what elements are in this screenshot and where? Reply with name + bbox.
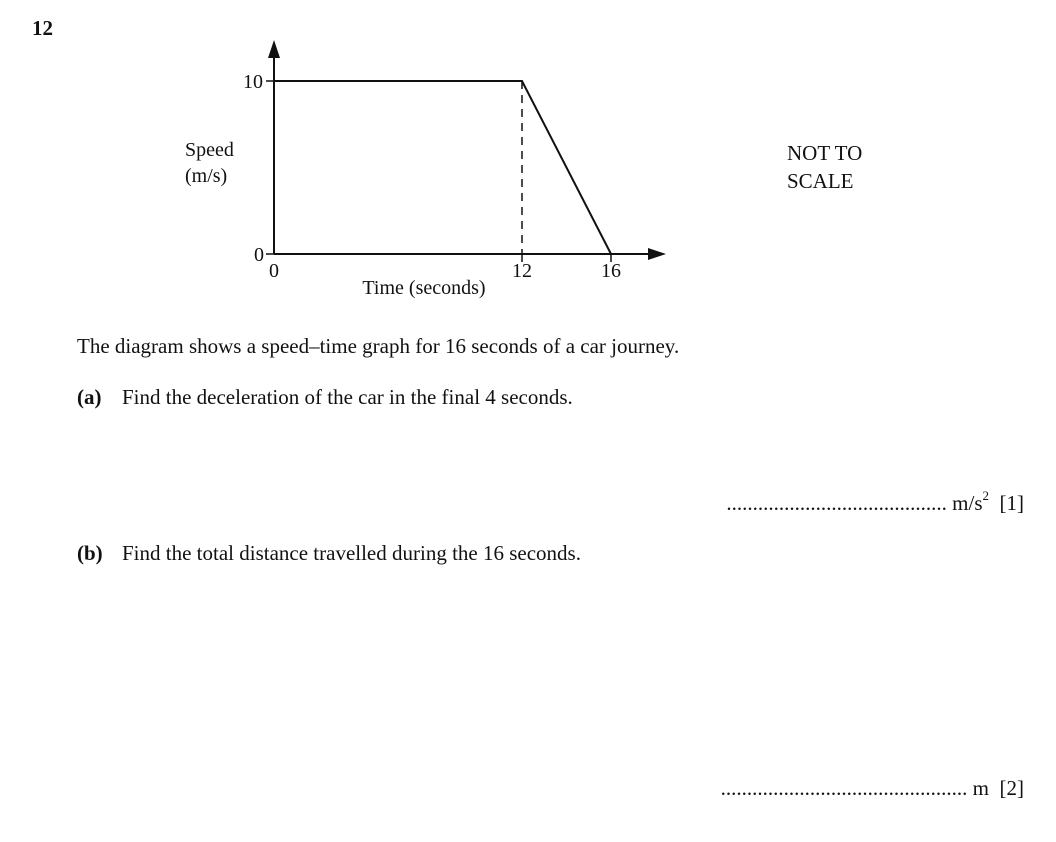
part-b bbox=[77, 541, 581, 566]
part-b-label: (b) bbox=[77, 541, 103, 565]
part-a-text: Find the deceleration of the car in the final 4 seconds. bbox=[122, 385, 573, 409]
part-a-label: (a) bbox=[77, 385, 102, 409]
not-to-scale-line1: NOT TO bbox=[787, 141, 863, 165]
answer-a-unit: m/s bbox=[952, 491, 983, 515]
x-axis-arrowhead bbox=[648, 248, 666, 260]
x-tick-label-0: 0 bbox=[269, 260, 279, 282]
y-axis-arrowhead bbox=[268, 40, 280, 58]
speed-time-graph bbox=[0, 0, 720, 310]
x-tick-label-16: 16 bbox=[601, 260, 621, 282]
answer-a-dots: .......................................... bbox=[726, 491, 947, 515]
speed-line bbox=[274, 81, 611, 254]
y-axis-label-line1: Speed bbox=[185, 139, 234, 161]
not-to-scale-note bbox=[787, 139, 862, 195]
y-tick-label-10: 10 bbox=[243, 71, 263, 93]
answer-a-unit-sup: 2 bbox=[982, 488, 989, 503]
answer-b-marks: [2] bbox=[999, 776, 1024, 800]
part-a bbox=[77, 385, 573, 410]
question-number: 12 bbox=[32, 16, 53, 40]
y-tick-label-0: 0 bbox=[254, 244, 264, 266]
answer-b-dots: ............................................... bbox=[720, 776, 968, 800]
y-axis-label-line2: (m/s) bbox=[185, 165, 228, 187]
answer-a-marks: [1] bbox=[999, 491, 1024, 515]
part-b-text: Find the total distance travelled during the 16 seconds. bbox=[122, 541, 581, 565]
question-intro: The diagram shows a speed–time graph for 16 seconds of a car journey. bbox=[77, 334, 680, 358]
answer-b-unit: m bbox=[972, 776, 989, 800]
x-tick-label-12: 12 bbox=[512, 260, 532, 282]
answer-line-a[interactable] bbox=[726, 490, 1024, 516]
not-to-scale-line2: SCALE bbox=[787, 169, 854, 193]
answer-line-b[interactable] bbox=[721, 776, 1024, 801]
x-axis-label: Time (seconds) bbox=[362, 277, 486, 299]
